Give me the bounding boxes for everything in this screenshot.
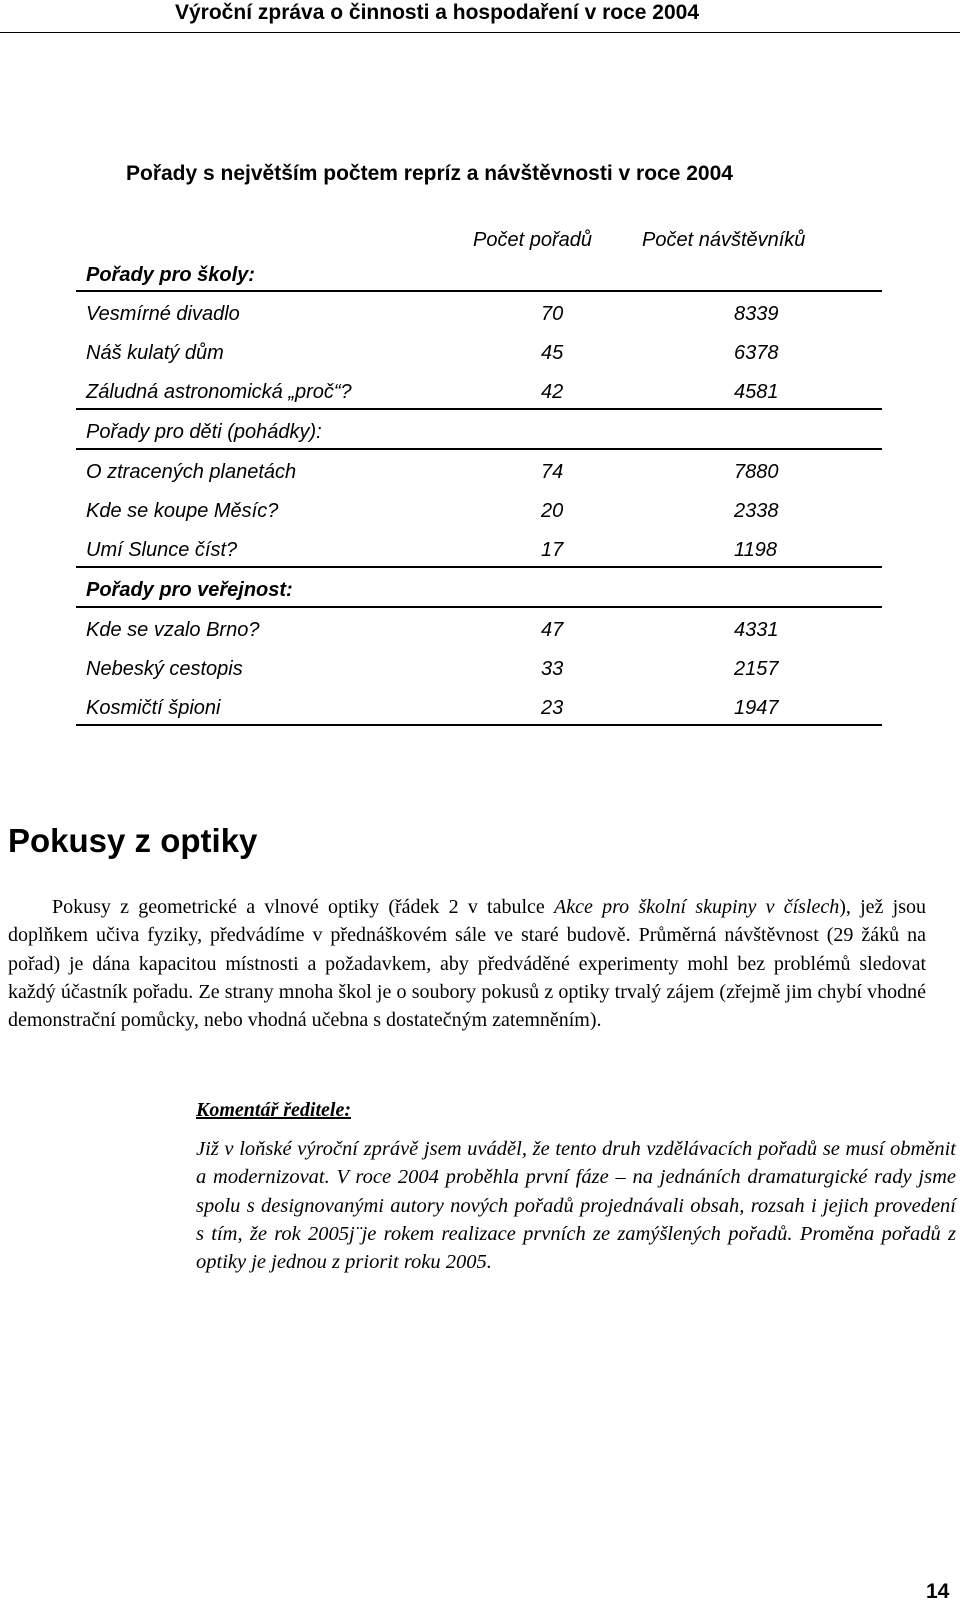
table-row bbox=[86, 697, 884, 737]
shows-count: 45 bbox=[541, 342, 564, 364]
group-label-schools bbox=[86, 264, 884, 304]
shows-count: 17 bbox=[541, 539, 564, 561]
table-reference: Akce pro školní skupiny v číslech bbox=[554, 896, 840, 918]
visitors-count: 2338 bbox=[734, 500, 779, 522]
table-divider bbox=[76, 566, 882, 568]
section-heading: Pokusy z optiky bbox=[8, 822, 258, 859]
header-title: Výroční zpráva o činnosti a hospodaření v roce 2004 bbox=[175, 1, 700, 24]
table-row bbox=[86, 303, 884, 343]
show-name: Záludná astronomická „proč“? bbox=[86, 381, 352, 403]
paragraph-text-start: Pokusy z geometrické a vlnové optiky (řádek 2 v tabulce bbox=[52, 896, 555, 918]
group-label: Pořady pro školy: bbox=[86, 264, 255, 286]
table-divider bbox=[76, 724, 882, 726]
table-divider bbox=[76, 408, 882, 410]
table-row bbox=[86, 658, 884, 698]
show-name: Kosmičtí špioni bbox=[86, 697, 221, 719]
visitors-count: 1947 bbox=[734, 697, 779, 719]
table-divider bbox=[76, 448, 882, 450]
group-label-public bbox=[86, 579, 884, 619]
group-label-children bbox=[86, 421, 884, 461]
show-name: Náš kulatý dům bbox=[86, 342, 224, 364]
column-header-visitors: Počet návštěvníků bbox=[642, 229, 806, 251]
table-row bbox=[86, 381, 884, 421]
table-row bbox=[86, 461, 884, 501]
shows-count: 74 bbox=[541, 461, 564, 483]
visitors-count: 2157 bbox=[734, 658, 779, 680]
group-label: Pořady pro veřejnost: bbox=[86, 579, 293, 601]
shows-count: 33 bbox=[541, 658, 564, 680]
page-number: 14 bbox=[926, 1580, 950, 1603]
show-name: O ztracených planetách bbox=[86, 461, 297, 483]
group-label: Pořady pro děti (pohádky): bbox=[86, 421, 322, 443]
visitors-count: 4581 bbox=[734, 381, 779, 403]
paragraph-text-end: ), jež jsou doplňkem učiva fyziky, předvádíme v přednáškovém sále ve staré budově. Průměrná návštěvnost (29 žáků na pořad) je dána kapacitou místnosti a požadavkem, aby předváděné experimenty mohl bez problémů sledovat každý účastník pořadu. Ze strany mnoha škol je o soubory pokusů z optiky trvalý zájem (zřejmě jim chybí vhodné demonstrační pomůcky, nebo vhodná učebna s dostatečným zatemněním). bbox=[8, 896, 926, 1032]
show-name: Kde se vzalo Brno? bbox=[86, 619, 260, 641]
table-divider bbox=[76, 290, 882, 292]
shows-count: 23 bbox=[541, 697, 564, 719]
shows-count: 70 bbox=[541, 303, 564, 325]
table-divider bbox=[76, 606, 882, 608]
shows-count: 42 bbox=[541, 381, 564, 403]
show-name: Kde se koupe Měsíc? bbox=[86, 500, 279, 522]
visitors-count: 4331 bbox=[734, 619, 779, 641]
comment-text: Již v loňské výroční zprávě jsem uváděl, že tento druh vzdělávacích pořadů se musí obměnit a modernizovat. V roce 2004 proběhla první fáze – na jednáních dramaturgické rady jsme spolu s designovanými autory nových pořadů projednávali obsah, rozsah i jejich provedení s tím, že rok 2005j¨je rokem realizace prvních ze zamýšlených pořadů. Proměna pořadů z optiky je jednou z priorit roku 2005. bbox=[196, 1138, 956, 1274]
show-name: Umí Slunce číst? bbox=[86, 539, 238, 561]
visitors-count: 8339 bbox=[734, 303, 779, 325]
visitors-count: 1198 bbox=[734, 539, 778, 561]
table-row bbox=[86, 539, 884, 579]
section-paragraph bbox=[8, 893, 926, 1034]
visitors-count: 7880 bbox=[734, 461, 779, 483]
table-row bbox=[86, 619, 884, 659]
page-header bbox=[0, 0, 960, 33]
table-row bbox=[86, 500, 884, 540]
visitors-count: 6378 bbox=[734, 342, 779, 364]
shows-count: 20 bbox=[541, 500, 564, 522]
table-row bbox=[86, 342, 884, 382]
show-name: Vesmírné divadlo bbox=[86, 303, 240, 325]
table-title: Pořady s největším počtem repríz a návštěvnosti v roce 2004 bbox=[126, 162, 733, 185]
show-name: Nebeský cestopis bbox=[86, 658, 243, 680]
shows-count: 47 bbox=[541, 619, 564, 641]
column-header-shows: Počet pořadů bbox=[473, 229, 592, 251]
comment-label: Komentář ředitele: bbox=[196, 1099, 351, 1121]
